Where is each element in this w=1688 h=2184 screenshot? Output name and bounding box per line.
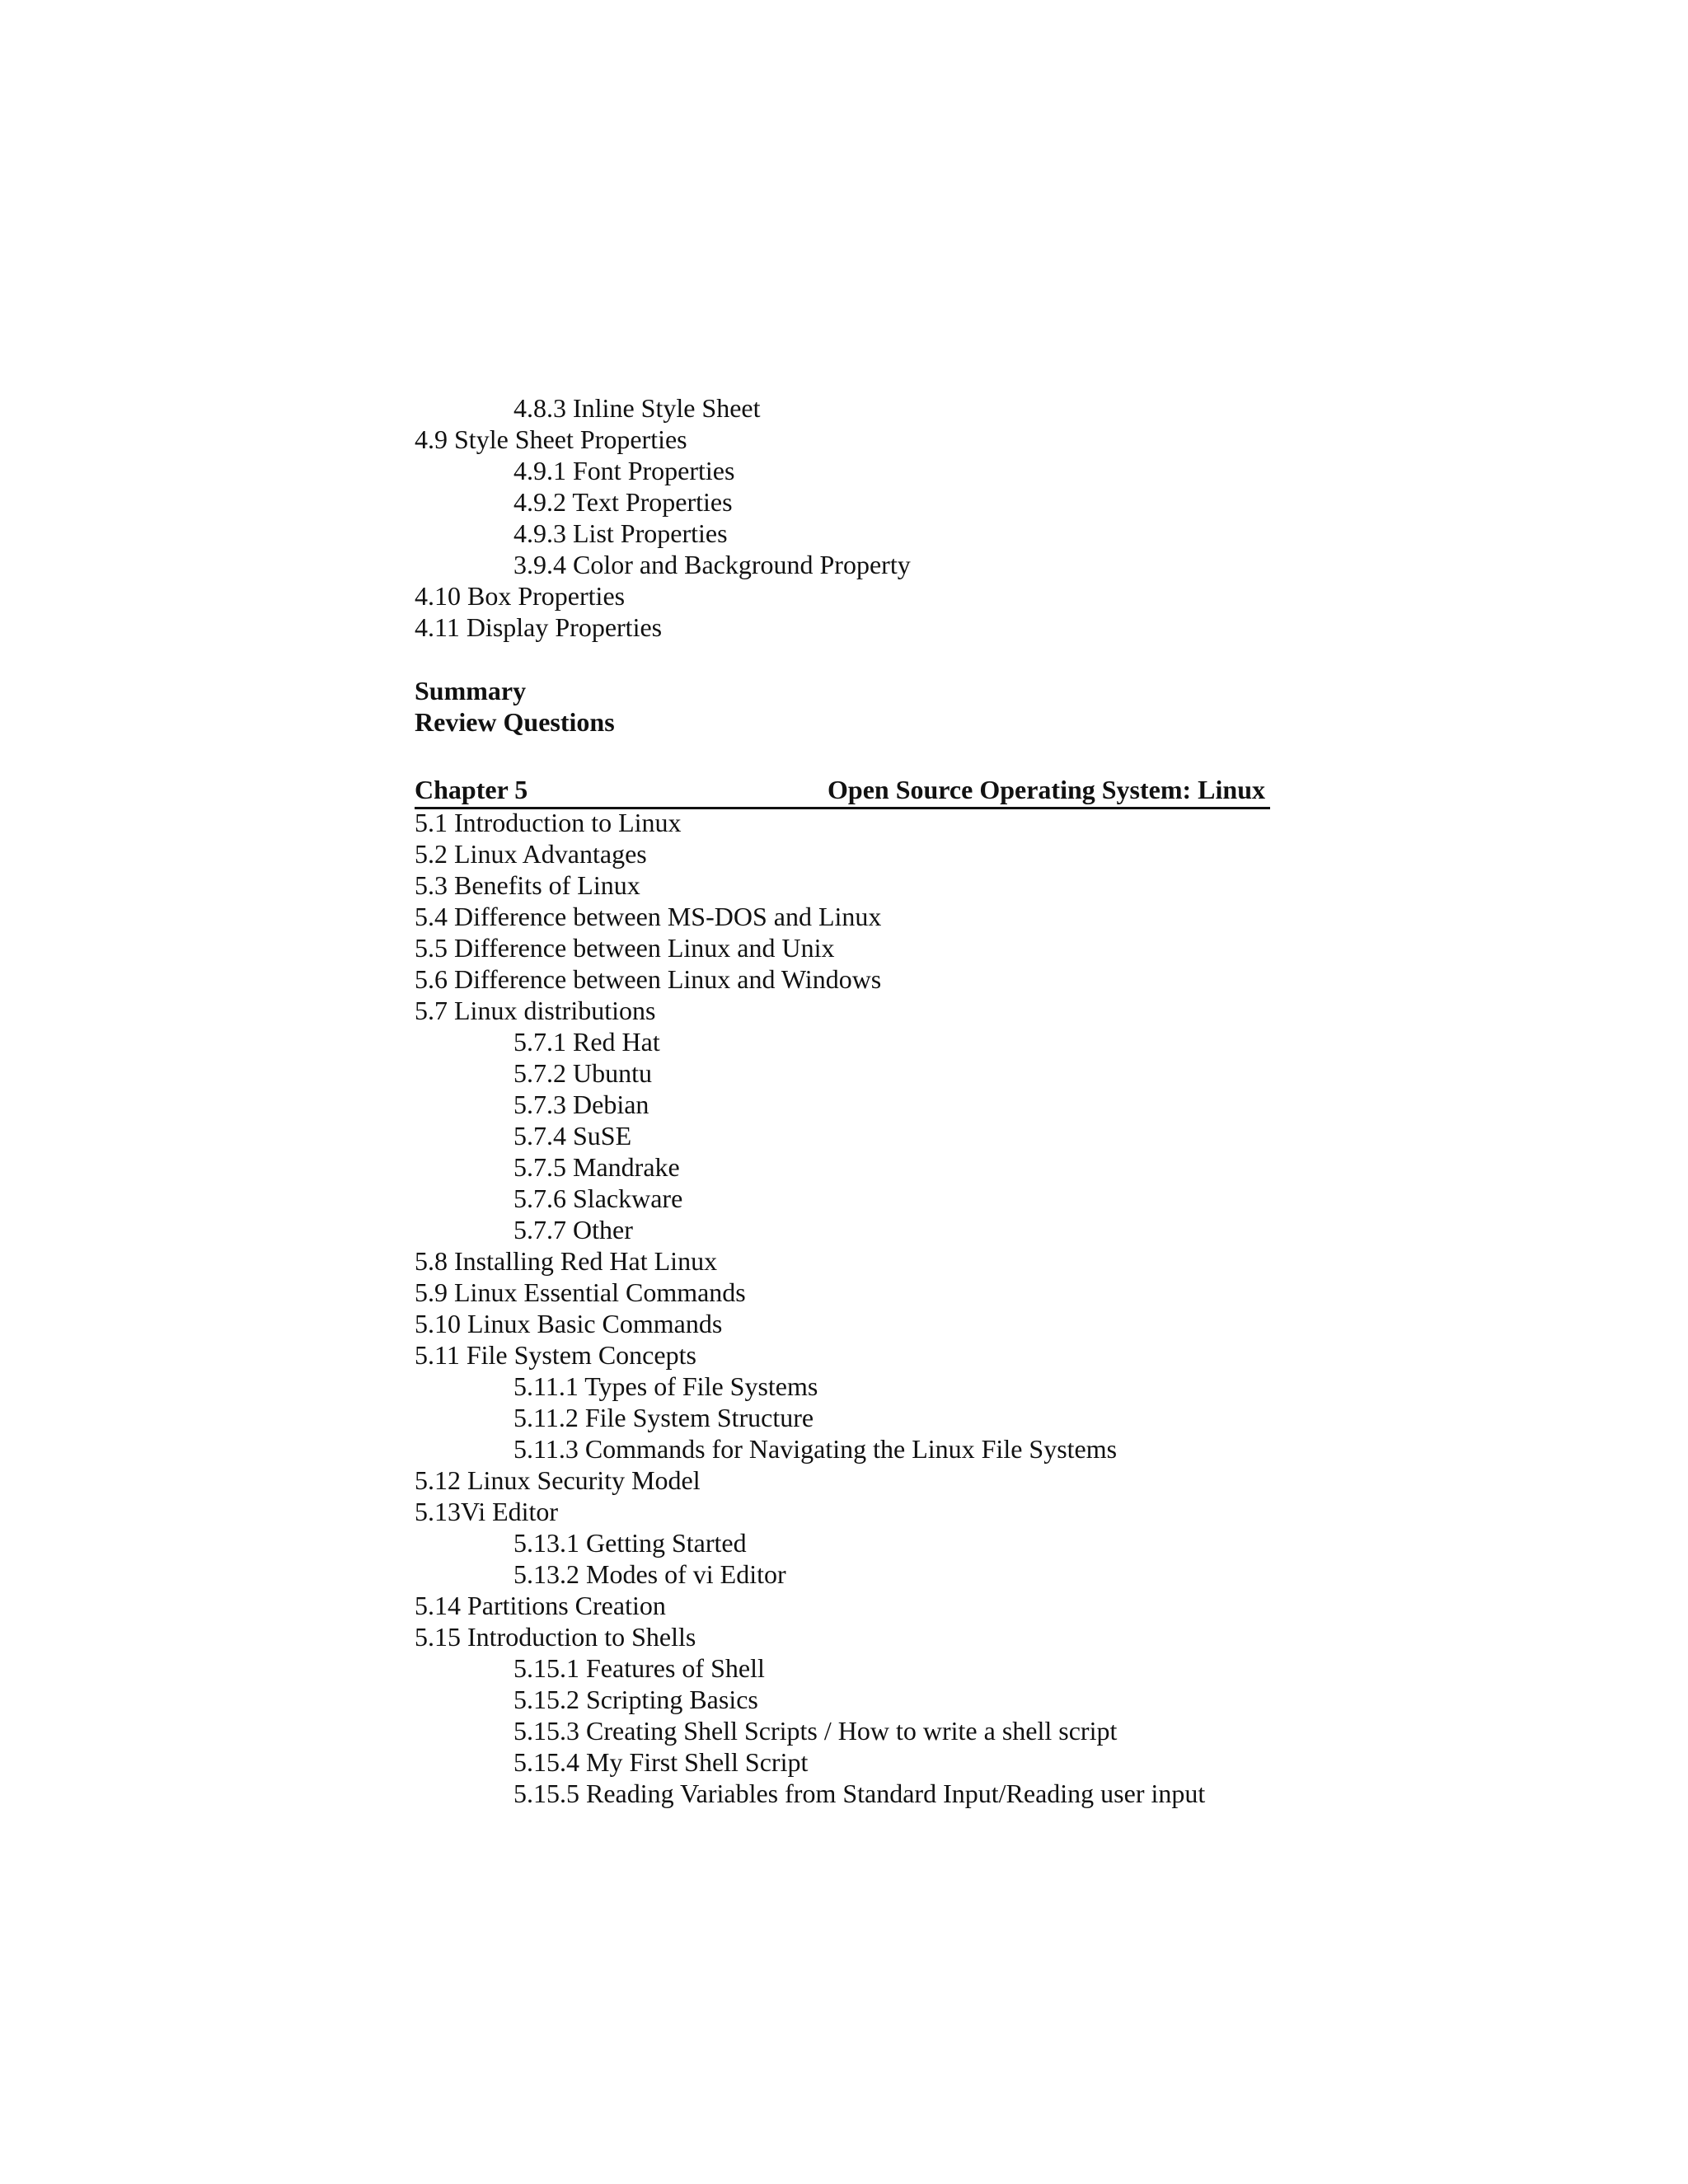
toc-entry: 5.13.1 Getting Started bbox=[513, 1528, 747, 1558]
toc-entry: 5.7.2 Ubuntu bbox=[513, 1058, 652, 1088]
toc-entry: 5.15.1 Features of Shell bbox=[513, 1653, 765, 1683]
toc-entry: 5.11 File System Concepts bbox=[415, 1340, 696, 1370]
toc-entry: 4.9 Style Sheet Properties bbox=[415, 424, 687, 454]
toc-entry: 4.9.3 List Properties bbox=[513, 518, 728, 548]
toc-entry: 3.9.4 Color and Background Property bbox=[513, 550, 911, 579]
toc-entry: 5.3 Benefits of Linux bbox=[415, 870, 640, 900]
toc-entry: 5.15.4 My First Shell Script bbox=[513, 1747, 809, 1777]
toc-entry: 5.7.1 Red Hat bbox=[513, 1027, 660, 1057]
toc-entry: 5.15.3 Creating Shell Scripts / How to write a shell script bbox=[513, 1716, 1118, 1746]
toc-entry: 5.14 Partitions Creation bbox=[415, 1591, 666, 1620]
toc-entry: 5.7.6 Slackware bbox=[513, 1183, 683, 1213]
toc-entry: 5.11.3 Commands for Navigating the Linux File Systems bbox=[513, 1434, 1118, 1464]
toc-entry: 5.8 Installing Red Hat Linux bbox=[415, 1246, 718, 1276]
chapter-number: Chapter 5 bbox=[415, 775, 528, 804]
toc-entry: 5.12 Linux Security Model bbox=[415, 1465, 701, 1495]
toc-entry: 5.15.2 Scripting Basics bbox=[513, 1685, 758, 1714]
toc-entry: 5.7.4 SuSE bbox=[513, 1121, 632, 1151]
toc-entry: 5.15.5 Reading Variables from Standard Input/Reading user input bbox=[513, 1779, 1206, 1808]
toc-entry: 5.11.2 File System Structure bbox=[513, 1403, 814, 1432]
toc-entry: 5.13Vi Editor bbox=[415, 1497, 559, 1526]
toc-entry: 5.13.2 Modes of vi Editor bbox=[513, 1559, 786, 1589]
toc-entry: 4.11 Display Properties bbox=[415, 612, 663, 642]
toc-entry: 5.7 Linux distributions bbox=[415, 996, 656, 1025]
toc-entry: 4.8.3 Inline Style Sheet bbox=[513, 393, 761, 423]
review-questions-heading: Review Questions bbox=[415, 707, 615, 737]
toc-entry: 5.7.3 Debian bbox=[513, 1090, 649, 1119]
toc-entry: 5.9 Linux Essential Commands bbox=[415, 1277, 746, 1307]
toc-entry: 5.5 Difference between Linux and Unix bbox=[415, 933, 835, 963]
toc-entry: 4.9.2 Text Properties bbox=[513, 487, 733, 517]
toc-entry: 5.6 Difference between Linux and Windows bbox=[415, 964, 882, 994]
toc-entry: 5.15 Introduction to Shells bbox=[415, 1622, 696, 1652]
toc-entry: 4.10 Box Properties bbox=[415, 581, 626, 611]
toc-entry: 5.7.7 Other bbox=[513, 1215, 633, 1244]
toc-entry: 5.7.5 Mandrake bbox=[513, 1152, 680, 1182]
toc-entry: 5.11.1 Types of File Systems bbox=[513, 1371, 818, 1401]
toc-entry: 5.2 Linux Advantages bbox=[415, 839, 647, 869]
toc-entry: 5.1 Introduction to Linux bbox=[415, 808, 682, 837]
chapter-header bbox=[415, 774, 1270, 809]
toc-entry: 4.9.1 Font Properties bbox=[513, 456, 735, 485]
toc-entry: 5.10 Linux Basic Commands bbox=[415, 1309, 723, 1338]
summary-heading: Summary bbox=[415, 676, 527, 705]
toc-entry: 5.4 Difference between MS-DOS and Linux bbox=[415, 902, 882, 931]
chapter-title: Open Source Operating System: Linux bbox=[828, 775, 1265, 804]
